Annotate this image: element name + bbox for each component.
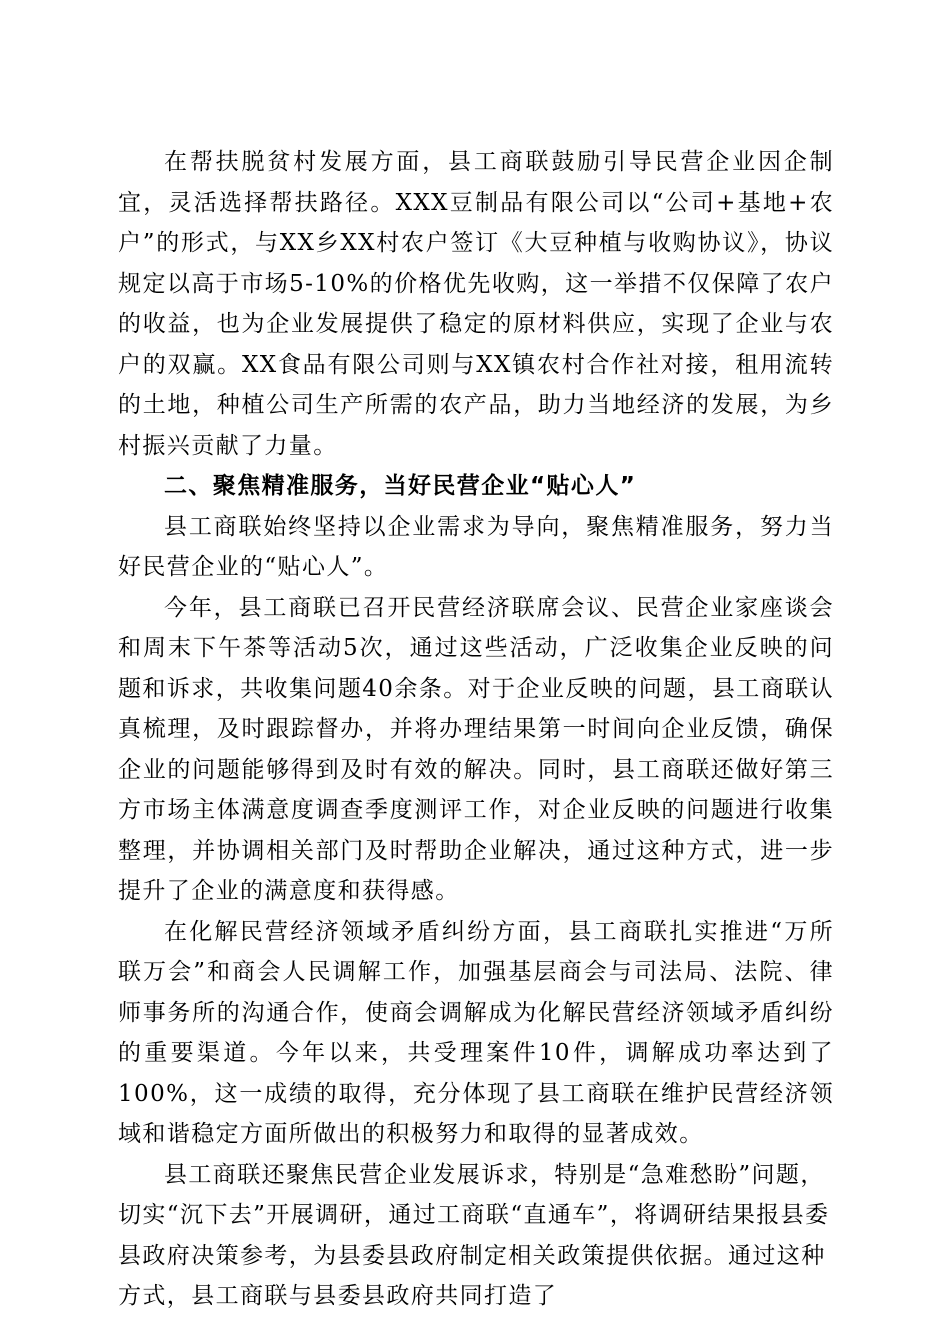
document-body xyxy=(118,142,834,1317)
section-heading: 二、聚焦精准服务，当好民营企业“贴心人” xyxy=(164,473,637,499)
paragraph-mediation: 在化解民营经济领域矛盾纠纷方面，县工商联扎实推进“万所联万会”和商会人民调解工作，加强基层商会与司法局、法院、律师事务所的沟通合作，使商会调解成为化解民营经济领域矛盾纠纷的重要渠道。今年以来，共受理案件10件，调解成功率达到了100%，这一成绩的取得，充分体现了县工商联在维护民营经济领域和谐稳定方面所做出的积极努力和取得的显著成效。 xyxy=(118,918,834,1147)
paragraph-meetings: 今年，县工商联已召开民营经济联席会议、民营企业家座谈会和周末下午茶等活动5次，通过这些活动，广泛收集企业反映的问题和诉求，共收集问题40余条。对于企业反映的问题，县工商联认真梳理，及时跟踪督办，并将办理结果第一时间向企业反馈，确保企业的问题能够得到及时有效的解决。同时，县工商联还做好第三方市场主体满意度调查季度测评工作，对企业反映的问题进行收集整理，并协调相关部门及时帮助企业解决，通过这种方式，进一步提升了企业的满意度和获得感。 xyxy=(118,594,834,904)
paragraph-poverty-support: 在帮扶脱贫村发展方面，县工商联鼓励引导民营企业因企制宜，灵活选择帮扶路径。XXX豆制品有限公司以“公司+基地+农户”的形式，与XX乡XX村农户签订《大豆种植与收购协议》，协议规定以高于市场5-10%的价格优先收购，这一举措不仅保障了农户的收益，也为企业发展提供了稳定的原材料供应，实现了企业与农户的双赢。XX食品有限公司则与XX镇农村合作社对接，租用流转的土地，种植公司生产所需的农产品，助力当地经济的发展，为乡村振兴贡献了力量。 xyxy=(118,149,834,459)
paragraph-intro: 县工商联始终坚持以企业需求为导向，聚焦精准服务，努力当好民营企业的“贴心人”。 xyxy=(118,513,834,580)
paragraph-research: 县工商联还聚焦民营企业发展诉求，特别是“急难愁盼”问题，切实“沉下去”开展调研，通过工商联“直通车”，将调研结果报县委县政府决策参考，为县委县政府制定相关政策提供依据。通过这种方式，县工商联与县委县政府共同打造了 xyxy=(118,1161,830,1309)
